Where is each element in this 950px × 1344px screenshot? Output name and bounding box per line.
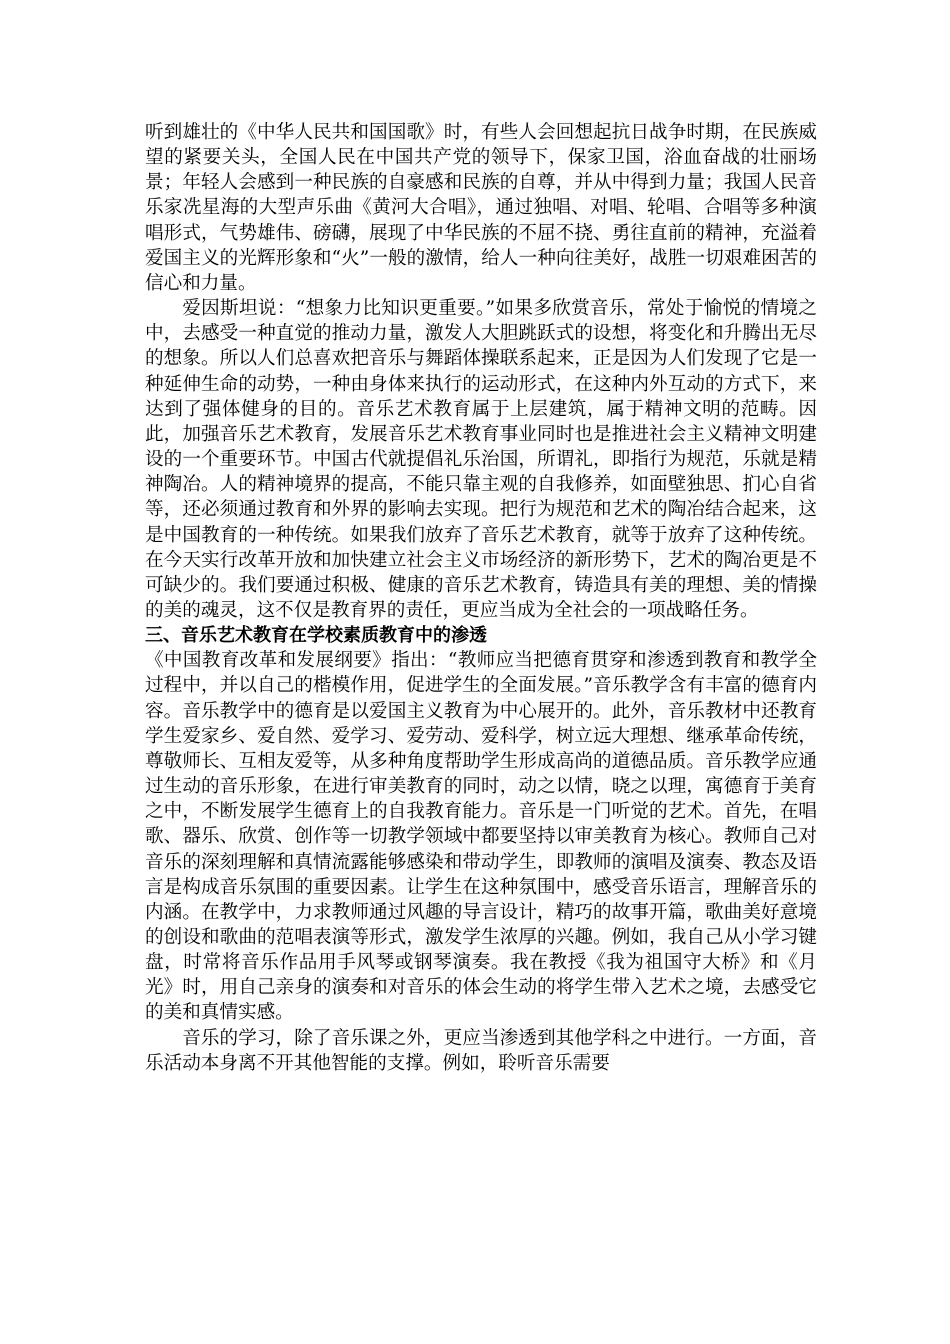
section-heading-3: 三、音乐艺术教育在学校素质教育中的渗透 — [145, 625, 487, 647]
document-body — [145, 120, 817, 1076]
paragraph-einstein: 爱因斯坦说：“想象力比知识更重要。”如果多欣赏音乐，常处于愉悦的情境之中，去感受一种直觉的推动力量，激发人大胆跳跃式的设想，将变化和升腾出无尽的想象。所以人们总喜欢把音乐与舞蹈体操联系起来，正是因为人们发现了它是一种延伸生命的动势，一种由身体来执行的运动形式，在这种内外互动的方式下，来达到了强体健身的目的。音乐艺术教育属于上层建筑，属于精神文明的范畴。因此，加强音乐艺术教育，发展音乐艺术教育事业同时也是推进社会主义精神文明建设的一个重要环节。中国古代就提倡礼乐治国，所谓礼，即指行为规范，乐就是精神陶冶。人的精神境界的提高，不能只靠主观的自我修养，如面壁独思、扪心自省等，还必须通过教育和外界的影响去实现。把行为规范和艺术的陶冶结合起来，这是中国教育的一种传统。如果我们放弃了音乐艺术教育，就等于放弃了这种传统。在今天实行改革开放和加快建立社会主义市场经济的新形势下，艺术的陶冶更是不可缺少的。我们要通过积极、健康的音乐艺术教育，铸造具有美的理想、美的情操的美的魂灵，这不仅是教育界的责任，更应当成为全社会的一项战略任务。 — [145, 298, 817, 621]
paragraph-music-learning: 音乐的学习，除了音乐课之外，更应当渗透到其他学科之中进行。一方面，音乐活动本身离不开其他智能的支撑。例如，聆听音乐需要 — [145, 1027, 817, 1074]
paragraph-anthem: 听到雄壮的《中华人民共和国国歌》时，有些人会回想起抗日战争时期，在民族威望的紧要关头，全国人民在中国共产党的领导下，保家卫国，浴血奋战的壮丽场景；年轻人会感到一种民族的自豪感和民族的自尊，并从中得到力量；我国人民音乐家冼星海的大型声乐曲《黄河大合唱》，通过独唱、对唱、轮唱、合唱等多种演唱形式，气势雄伟、磅礴，展现了中华民族的不屈不挠、勇往直前的精神，充溢着爱国主义的光辉形象和“火”一般的激情，给人一种向往美好，战胜一切艰难困苦的信心和力量。 — [145, 122, 817, 294]
paragraph-education-outline: 《中国教育改革和发展纲要》指出：“教师应当把德育贯穿和渗透到教育和教学全过程中，并以自己的楷模作用，促进学生的全面发展。”音乐教学含有丰富的德育内容。音乐教学中的德育是以爱国主义教育为中心展开的。此外，音乐教材中还教育学生爱家乡、爱自然、爱学习、爱劳动、爱科学，树立远大理想、继承革命传统，尊敬师长、互相友爱等，从多种角度帮助学生形成高尚的道德品质。音乐教学应通过生动的音乐形象，在进行审美教育的同时，动之以情，晓之以理，寓德育于美育之中，不断发展学生德育上的自我教育能力。音乐是一门听觉的艺术。首先，在唱歌、器乐、欣赏、创作等一切教学领域中都要坚持以审美教育为核心。教师自己对音乐的深刻理解和真情流露能够感染和带动学生，即教师的演唱及演奏、教态及语言是构成音乐氛围的重要因素。让学生在这种氛围中，感受音乐语言，理解音乐的内涵。在教学中，力求教师通过风趣的导言设计，精巧的故事开篇，歌曲美好意境的创设和歌曲的范唱表演等形式，激发学生浓厚的兴趣。例如，我自己从小学习键盘，时常将音乐作品用手风琴或钢琴演奏。我在教授《我为祖国守大桥》和《月光》时，用自己亲身的演奏和对音乐的体会生动的将学生带入艺术之境，去感受它的美和真情实感。 — [145, 650, 817, 1024]
